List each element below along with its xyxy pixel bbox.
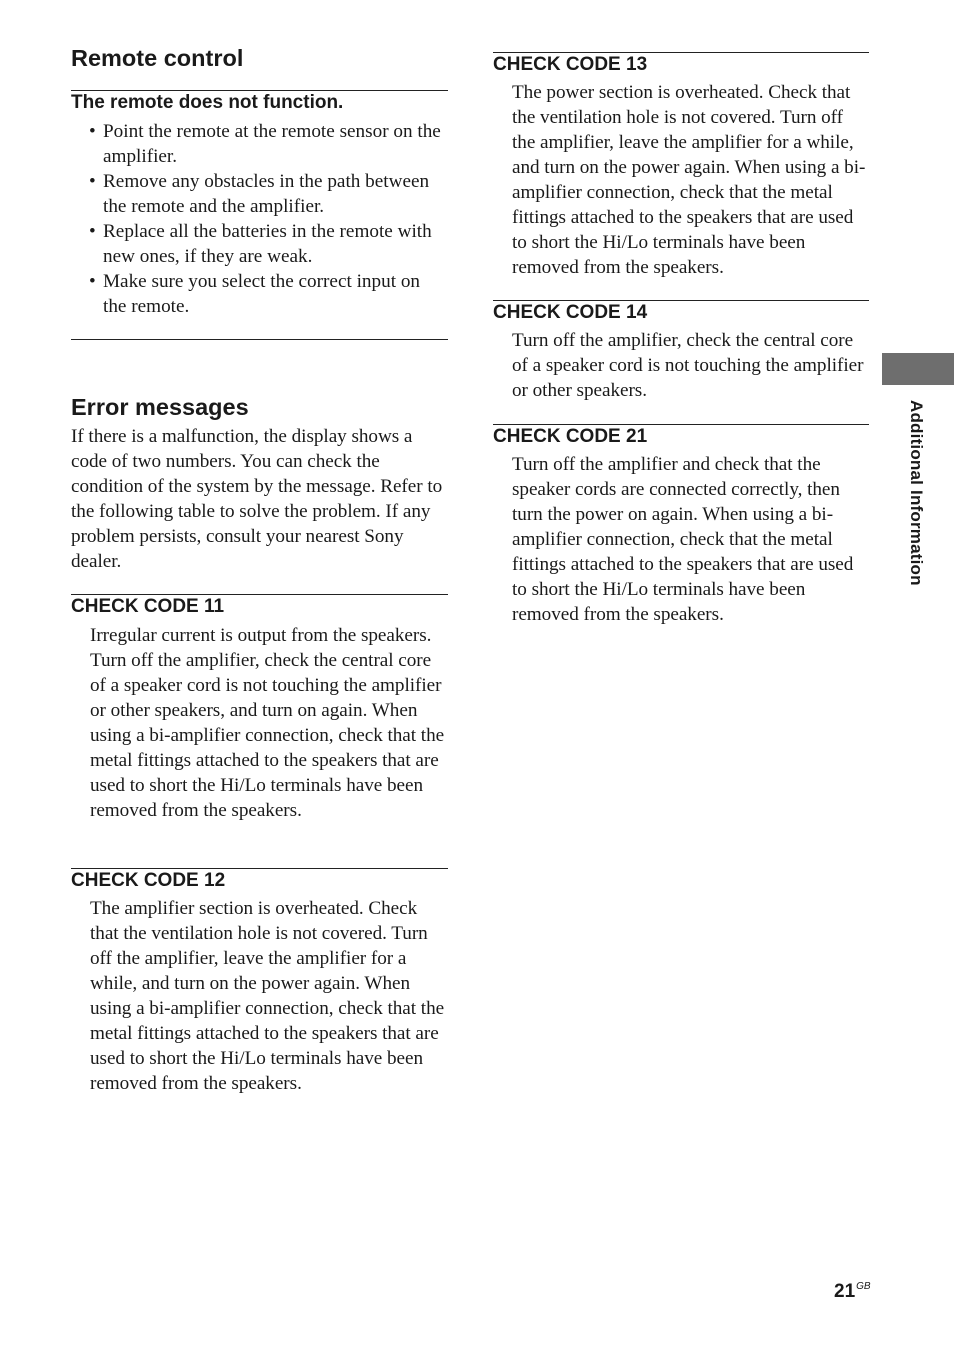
bullet-text: Point the remote at the remote sensor on the amplifier. [103, 121, 441, 167]
page-number [834, 1281, 871, 1303]
bullet-icon: • [89, 121, 96, 142]
list-item [89, 219, 448, 269]
bullet-icon: • [89, 271, 96, 292]
check-code-21-title: CHECK CODE 21 [493, 426, 648, 447]
list-item [89, 269, 448, 319]
section-tab-marker [882, 353, 954, 385]
error-messages-heading: Error messages [71, 394, 249, 420]
list-item [89, 169, 448, 219]
remote-bullet-list [89, 119, 448, 319]
page-number-value: 21 [834, 1281, 856, 1302]
bullet-text: Replace all the batteries in the remote with new ones, if they are weak. [103, 221, 432, 267]
section-divider [71, 339, 448, 340]
check-code-11-title: CHECK CODE 11 [71, 596, 225, 617]
check-code-13-text: The power section is overheated. Check that the ventilation hole is not covered. Turn off the amplifier, leave the amplifier for a while, and turn on the power again. When using a bi-amplifier connection, check that the metal fittings attached to the speakers that are used to short the Hi/Lo terminals have been removed from the speakers. [512, 82, 866, 278]
page-number-suffix: GB [856, 1281, 871, 1292]
check-code-11-text: Irregular current is output from the speakers. Turn off the amplifier, check the central core of a speaker cord is not touching the amplifier or other speakers, and turn on again. When using a bi-amplifier connection, check that the metal fittings attached to the speakers that are used to short the Hi/Lo terminals have been removed from the speakers. [90, 625, 445, 821]
bullet-text: Remove any obstacles in the path between the remote and the amplifier. [103, 171, 430, 217]
check-code-21-text: Turn off the amplifier and check that the speaker cords are connected correctly, then turn the power on again. When using a bi-amplifier connection, check that the metal fittings attached to the speakers that are used to short the Hi/Lo terminals have been removed from the speakers. [512, 454, 854, 625]
check-code-14-text: Turn off the amplifier, check the central core of a speaker cord is not touching the amplifier or other speakers. [512, 330, 864, 401]
check-code-12-title: CHECK CODE 12 [71, 870, 226, 891]
bullet-icon: • [89, 171, 96, 192]
remote-control-heading: Remote control [71, 45, 244, 71]
check-code-12-text: The amplifier section is overheated. Check that the ventilation hole is not covered. Turn off the amplifier, leave the amplifier for a while, and turn on the power again. When using a bi-amplifier connection, check that the metal fittings attached to the speakers that are used to short the Hi/Lo terminals have been removed from the speakers. [90, 898, 445, 1094]
list-item [89, 119, 448, 169]
bullet-icon: • [89, 221, 96, 242]
bullet-text: Make sure you select the correct input on the remote. [103, 271, 421, 317]
section-side-label: Additional Information [907, 400, 926, 586]
check-code-14-title: CHECK CODE 14 [493, 302, 648, 323]
check-code-13-title: CHECK CODE 13 [493, 54, 648, 75]
remote-subheading: The remote does not function. [71, 92, 344, 113]
error-messages-intro: If there is a malfunction, the display shows a code of two numbers. You can check the condition of the system by the message. Refer to the following table to solve the problem. If any problem persists, consult your nearest Sony dealer. [71, 426, 443, 572]
